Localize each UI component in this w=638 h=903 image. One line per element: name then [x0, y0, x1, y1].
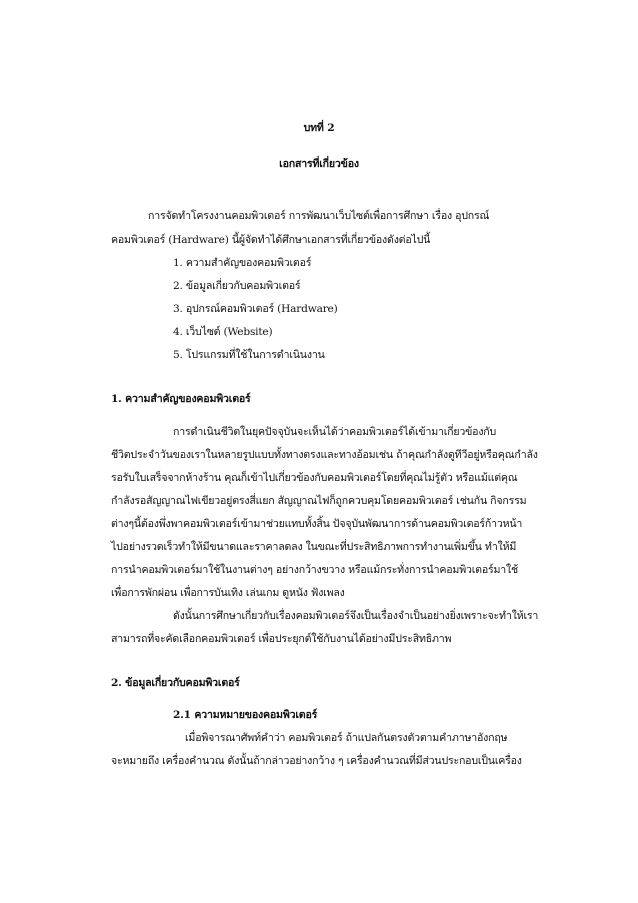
intro-line-1: การจัดทำโครงงานคอมพิวเตอร์ การพัฒนาเว็บไซต์เพื่อการศึกษา เรื่อง อุปกรณ์ — [148, 210, 490, 222]
paragraph-line: การดำเนินชีวิตในยุคปัจจุบันจะเห็นได้ว่าคอมพิวเตอร์ได้เข้ามาเกี่ยวข้องกับ — [173, 426, 497, 438]
chapter-number: บทที่ 2 — [303, 122, 335, 134]
list-item: 3. อุปกรณ์คอมพิวเตอร์ (Hardware) — [173, 303, 338, 315]
section-2-1-heading: 2.1 ความหมายของคอมพิวเตอร์ — [173, 709, 318, 721]
list-item: 5. โปรแกรมที่ใช้ในการดำเนินงาน — [173, 349, 325, 361]
paragraph-line: รอรับใบเสร็จจากห้างร้าน คุณก็เข้าไปเกี่ยวข้องกับคอมพิวเตอร์โดยที่คุณไม่รู้ตัว หรือแม้แต่คุณ — [111, 472, 518, 484]
section-2-heading: 2. ข้อมูลเกี่ยวกับคอมพิวเตอร์ — [111, 677, 240, 689]
list-item: 4. เว็บไซต์ (Website) — [173, 326, 273, 338]
chapter-title: เอกสารที่เกี่ยวข้อง — [279, 158, 359, 170]
paragraph-line: สามารถที่จะคัดเลือกคอมพิวเตอร์ เพื่อประยุกต์ใช้กับงานได้อย่างมีประสิทธิภาพ — [111, 633, 452, 645]
paragraph-line: การนำคอมพิวเตอร์มาใช้ในงานต่างๆ อย่างกว้างขวาง หรือแม้กระทั่งการนำคอมพิวเตอร์มาใช้ — [111, 564, 518, 576]
paragraph-line: ดังนั้นการศึกษาเกี่ยวกับเรื่องคอมพิวเตอร์จึงเป็นเรื่องจำเป็นอย่างยิ่งเพราะจะทำให้เรา — [173, 610, 539, 622]
paragraph-line: จะหมายถึง เครื่องคำนวณ ดังนั้นถ้ากล่าวอย่างกว้าง ๆ เครื่องคำนวณที่มีส่วนประกอบเป็นเครื่อง — [111, 755, 522, 767]
list-item: 2. ข้อมูลเกี่ยวกับคอมพิวเตอร์ — [173, 280, 301, 292]
intro-line-2: คอมพิวเตอร์ (Hardware) นี้ผู้จัดทำได้ศึกษาเอกสารที่เกี่ยวข้องดังต่อไปนี้ — [111, 234, 431, 246]
section-1-heading: 1. ความสำคัญของคอมพิวเตอร์ — [111, 393, 251, 405]
paragraph-line: กำลังรอสัญญาณไฟเขียวอยู่ตรงสี่แยก สัญญาณไฟก็ถูกควบคุมโดยคอมพิวเตอร์ เช่นกัน กิจกรรม — [111, 495, 527, 507]
paragraph-line: เมื่อพิจารณาศัพท์คำว่า คอมพิวเตอร์ ถ้าแปลกันตรงตัวตามคำภาษาอังกฤษ — [185, 732, 508, 744]
paragraph-line: ชีวิตประจำวันของเราในหลายรูปแบบทั้งทางตรงและทางอ้อมเช่น ถ้าคุณกำลังดูทีวีอยู่หรือคุณกำลัง — [111, 449, 538, 461]
paragraph-line: เพื่อการพักผ่อน เพื่อการบันเทิง เล่นเกม ดูหนัง ฟังเพลง — [111, 587, 345, 599]
paragraph-line: ไปอย่างรวดเร็วทำให้มีขนาดและราคาลดลง ในขณะที่ประสิทธิภาพการทำงานเพิ่มขึ้น ทำให้มี — [111, 541, 517, 553]
paragraph-line: ต่างๆนี้ต้องพึ่งพาคอมพิวเตอร์เข้ามาช่วยแทบทั้งสิ้น ปัจจุบันพัฒนาการด้านคอมพิวเตอร์ก้าวหน้า — [111, 518, 523, 530]
list-item: 1. ความสำคัญของคอมพิวเตอร์ — [173, 257, 312, 269]
